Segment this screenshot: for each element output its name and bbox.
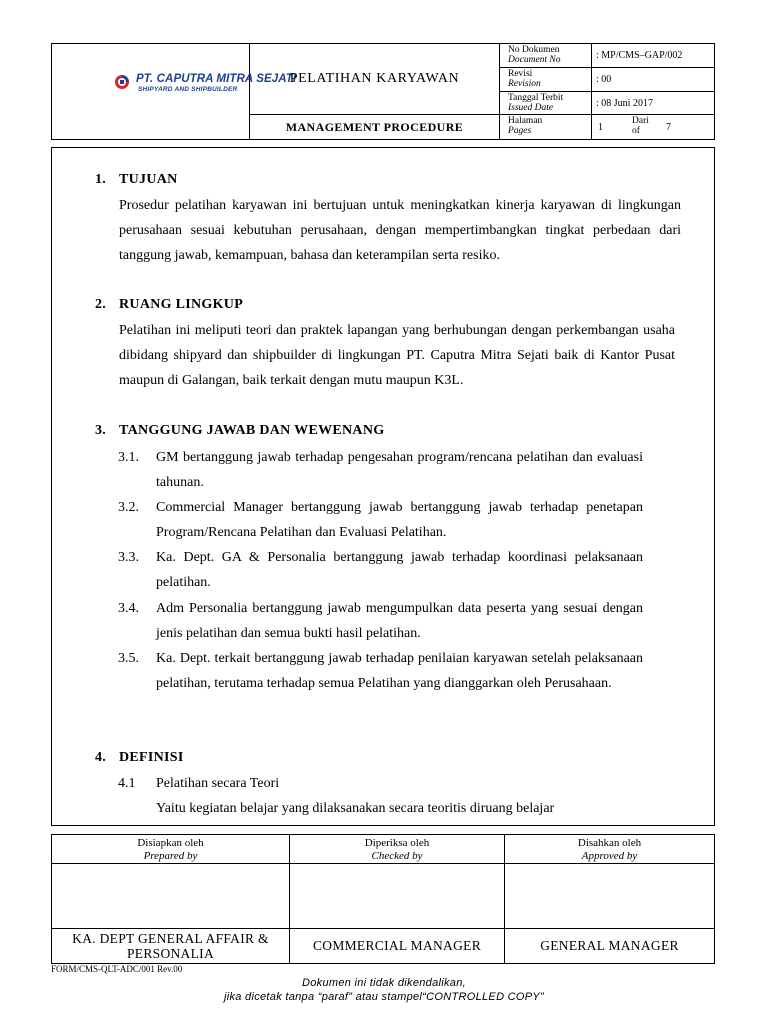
page-of-label: Dari — [632, 116, 649, 126]
meta-label-en: Revision — [508, 79, 541, 89]
section-text-ruang-lingkup: Pelatihan ini meliputi teori dan praktek lapangan yang berhubungan dengan perkembangan usaha dibidang shipyard dan shipbuilder di lingkungan PT. Caputra Mitra Sejati baik di Kantor Pusat maupun di Galangan, baik terkait dengan mutu maupun K3L. — [119, 323, 675, 388]
form-code: FORM/CMS-QLT-ADC/001 Rev.00 — [51, 964, 183, 974]
signature-role-en: Approved by — [581, 850, 638, 862]
logo-cell — [52, 44, 297, 140]
meta-label: Tanggal Terbit — [508, 93, 564, 103]
issued-date-value: : 08 Juni 2017 — [596, 97, 653, 109]
signature-role: Disiapkan oleh — [137, 837, 204, 849]
footer-note-line1: Dokumen ini tidak dikendalikan, — [302, 977, 466, 989]
meta-row-pages — [500, 115, 714, 140]
definition-description: Yaitu kegiatan belajar yang dilaksanakan secara teoritis diruang belajar — [156, 801, 555, 816]
document-body: 1. TUJUAN Prosedur pelatihan karyawan ini bertujuan untuk meningkatkan kinerja karyawan di lingkungan perusahaan sesuai kebutuhan perusahaan, dengan mempertimbangkan tingkat perbedaan dari tanggung jawab, kemampuan, bahasa dan keterampilan serta resiko. 2. RUANG LINGKUP Pelatihan ini meliputi teori dan praktek lapangan yang berhubungan dengan perkembangan usaha dibidang shipyard dan shipbuilder di lingkungan PT. Caputra Mitra Sejati baik di Kantor Pusat maupun di Galangan, baik terkait dengan mutu maupun K3L. 3. TANGGUNG JAWAB DAN WEWENANG 3.1. GM bertanggung jawab terhadap pengesahan program/rencana pelatihan dan evaluasi tahunan. 3.2. Commercial Manager bertanggung jawab bertanggung jawab terhadap penetapan Program/Rencana Pelatihan dan Evaluasi Pelatihan. 3.3. Ka. Dept. GA & Personalia bertanggung jawab terhadap koordinasi pelaksanaan pelatihan. 3.4. Adm Personalia bertanggung jawab mengumpulkan data peserta yang sesuai dengan jenis pelatihan dan semua bukti hasil pelatihan. 3.5. Ka. Dept. terkait bertanggung jawab terhadap penilaian karyawan setelah pelaksanaan pelatihan, terutama terhadap semua Pelatihan yang dianggarkan oleh Perusahaan. 4. DEFINISI 4.1 Pelatihan secara Teori Yaitu kegiatan belajar yang dilaksanakan secara teoritis diruang belajar — [51, 147, 715, 826]
meta-label-en: Document No — [508, 55, 561, 65]
signature-column-prepared — [52, 835, 290, 963]
document-no-value: : MP/CMS–GAP/002 — [596, 50, 683, 61]
meta-row-revision — [500, 68, 714, 92]
document-title: PELATIHAN KARYAWAN — [250, 44, 500, 115]
footer-note — [0, 976, 768, 1004]
signature-role-en: Checked by — [371, 850, 423, 862]
meta-label: No Dokumen — [508, 45, 560, 55]
section-text-tujuan: Prosedur pelatihan karyawan ini bertujuan untuk meningkatkan kinerja karyawan di lingkungan perusahaan sesuai kebutuhan perusahaan, dengan mempertimbangkan tingkat perbedaan dari tanggung jawab, kemampuan, bahasa dan keterampilan serta resiko. — [119, 198, 681, 263]
signature-space — [505, 864, 714, 929]
signature-table — [51, 834, 715, 964]
signature-space — [52, 864, 289, 929]
signature-name: KA. DEPT GENERAL AFFAIR & PERSONALIA — [72, 930, 269, 961]
page-indicator — [592, 115, 714, 140]
signature-role: Diperiksa oleh — [364, 837, 430, 849]
page-total: 7 — [666, 122, 671, 133]
document-header — [51, 43, 715, 140]
meta-label-en: Pages — [508, 126, 532, 136]
meta-label-en: Issued Date — [508, 103, 554, 113]
procedure-type: MANAGEMENT PROCEDURE — [250, 115, 500, 140]
meta-row-document-no — [500, 44, 714, 68]
revision-value: : 00 — [596, 74, 612, 85]
signature-name: GENERAL MANAGER — [540, 938, 679, 953]
meta-row-issued-date — [500, 92, 714, 115]
company-logo-icon — [114, 74, 130, 90]
footer-note-line2: jika dicetak tanpa “paraf” atau stampel“CONTROLLED COPY” — [223, 991, 545, 1003]
meta-label: Revisi — [508, 69, 533, 79]
signature-space — [290, 864, 504, 929]
signature-role-en: Prepared by — [143, 850, 198, 862]
company-subtitle: SHIPYARD AND SHIPBUILDER — [138, 86, 238, 93]
signature-column-approved — [505, 835, 714, 963]
page-of-label-en: of — [632, 126, 640, 136]
signature-role: Disahkan oleh — [577, 837, 642, 849]
company-name: PT. CAPUTRA MITRA SEJATI — [136, 73, 297, 85]
signature-name: COMMERCIAL MANAGER — [312, 938, 482, 953]
signature-column-checked — [290, 835, 505, 963]
page-current: 1 — [598, 122, 603, 133]
meta-label: Halaman — [508, 116, 543, 126]
